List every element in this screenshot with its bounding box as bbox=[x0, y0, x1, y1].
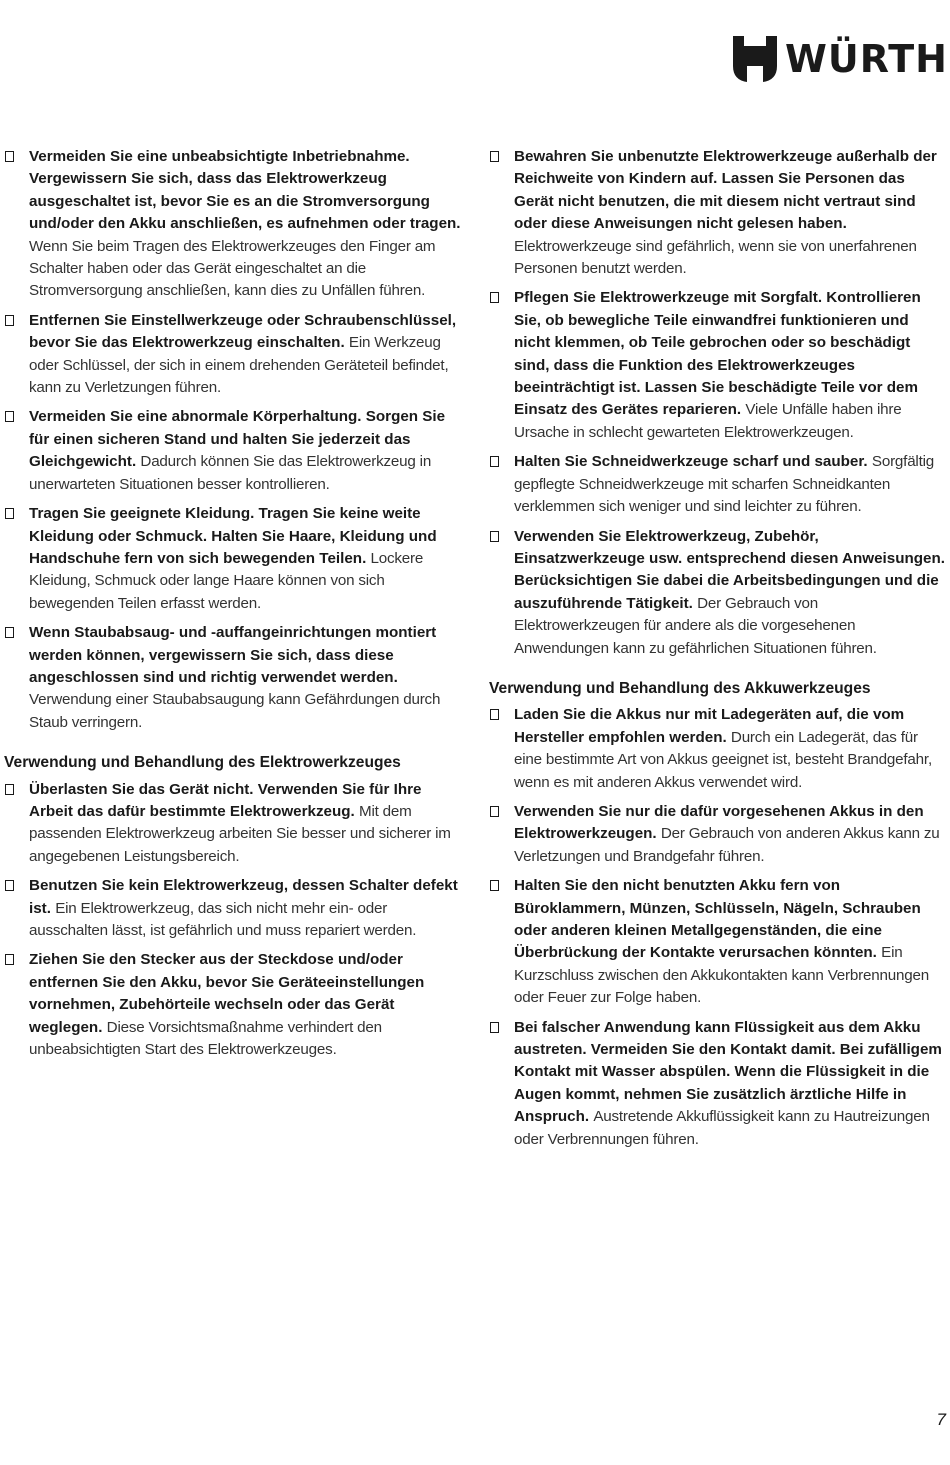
item-normal-text: Der Gebrauch von Elektrowerkzeugen für andere als die vorgesehenen Anwendungen kann zu gefährlichen Situationen führen. bbox=[514, 594, 877, 657]
checklist-item bbox=[4, 146, 462, 303]
item-text bbox=[514, 875, 945, 1009]
item-text bbox=[29, 779, 462, 869]
item-text bbox=[514, 451, 945, 518]
right-column bbox=[489, 146, 945, 1158]
checkbox-icon bbox=[5, 784, 14, 795]
item-bold-text: Verwenden Sie nur die dafür vorgesehenen Akkus in den Elektrowerkzeugen. bbox=[514, 802, 924, 843]
wurth-logo-mark-icon bbox=[733, 36, 777, 82]
item-text bbox=[514, 526, 945, 660]
item-text bbox=[29, 949, 462, 1061]
section-title-power-tool: Verwendung und Behandlung des Elektrowerkzeuges bbox=[4, 754, 401, 772]
item-bold-text: Vermeiden Sie eine abnormale Körperhaltung. Sorgen Sie für einen sicheren Stand und halten Sie jederzeit das Gleichgewicht. bbox=[29, 408, 446, 471]
item-normal-text: Ein Kurzschluss zwischen den Akkukontakten kann Verbrennungen oder Feuer zur Folge haben. bbox=[514, 944, 929, 1007]
item-normal-text: Diese Vorsichtsmaßnahme verhindert den unbeabsichtigten Start des Elektrowerkzeuges. bbox=[29, 1018, 382, 1059]
checklist-item bbox=[4, 949, 462, 1061]
checkbox-icon bbox=[490, 531, 499, 542]
right-items-top bbox=[489, 146, 945, 660]
item-text bbox=[29, 406, 462, 496]
checkbox-icon bbox=[490, 880, 499, 891]
item-bold-text: Benutzen Sie kein Elektrowerkzeug, dessen Schalter defekt ist. bbox=[29, 877, 458, 917]
checklist-item bbox=[489, 875, 945, 1009]
checkbox-icon bbox=[5, 508, 14, 519]
item-normal-text: Dadurch können Sie das Elektrowerkzeug in unerwarteten Situationen besser kontrollieren. bbox=[29, 453, 432, 493]
item-text bbox=[514, 704, 945, 794]
checklist-item bbox=[489, 1017, 945, 1151]
right-items-bottom bbox=[489, 704, 945, 1151]
checkbox-icon bbox=[490, 1022, 499, 1033]
checklist-item bbox=[4, 310, 462, 400]
item-bold-text: Ziehen Sie den Stecker aus der Steckdose und/oder entfernen Sie den Akku, bevor Sie Geräteeinstellungen vornehmen, Zubehörteile wechseln oder das Gerät weglegen. bbox=[29, 951, 425, 1036]
checkbox-icon bbox=[5, 411, 14, 422]
item-bold-text: Tragen Sie geeignete Kleidung. Tragen Sie keine weite Kleidung oder Schmuck. Halten Sie Haare, Kleidung und Handschuhe fern von sich bewegenden Teilen. bbox=[29, 505, 437, 567]
checklist-item bbox=[4, 503, 462, 615]
item-normal-text: Ein Elektrowerkzeug, das sich nicht mehr ein- oder ausschalten lässt, ist gefährlich und muss repariert werden. bbox=[29, 899, 417, 939]
left-items-bottom bbox=[4, 779, 462, 1062]
item-bold-text: Pflegen Sie Elektrowerkzeuge mit Sorgfalt. Kontrollieren Sie, ob bewegliche Teile einwandfrei funktionieren und nicht klemmen, ob Teile gebrochen oder so beschädigt sind, dass die Funktion des Elektrowerkzeuges beeinträchtigt ist. Lassen Sie beschädigte Teile vor dem Einsatz des Gerätes reparieren. bbox=[514, 289, 921, 419]
page-number: 7 bbox=[936, 1410, 946, 1429]
item-bold-text: Laden Sie die Akkus nur mit Ladegeräten auf, die vom Hersteller empfohlen werden. bbox=[514, 706, 905, 746]
item-normal-text: Elektrowerkzeuge sind gefährlich, wenn sie von unerfahrenen Personen benutzt werden. bbox=[514, 237, 917, 278]
checkbox-icon bbox=[5, 627, 14, 638]
item-text bbox=[29, 503, 462, 615]
item-text bbox=[514, 801, 945, 868]
item-bold-text: Bewahren Sie unbenutzte Elektrowerkzeuge außerhalb der Reichweite von Kindern auf. Lassen Sie Personen das Gerät nicht benutzen, die mit diesem nicht vertraut sind oder diese Anweisungen nicht gelesen haben. bbox=[514, 148, 937, 233]
wurth-logo bbox=[733, 36, 948, 82]
item-text bbox=[514, 287, 945, 444]
item-normal-text: Sorgfältig gepflegte Schneidwerkzeuge mit scharfen Schneidkanten verklemmen sich weniger und sind leichter zu führen. bbox=[514, 453, 935, 516]
checkbox-icon bbox=[5, 880, 14, 891]
item-text bbox=[29, 310, 462, 400]
item-bold-text: Halten Sie den nicht benutzten Akku fern von Büroklammern, Münzen, Schlüsseln, Nägeln, Schrauben oder anderen kleinen Metallgegenständen, die eine Überbrückung der Kontakte verursachen könnten. bbox=[514, 877, 921, 962]
wurth-logo-text: WÜRTH bbox=[784, 37, 948, 81]
item-normal-text: Mit dem passenden Elektrowerkzeug arbeiten Sie besser und sicherer im angegebenen Leistungsbereich. bbox=[29, 802, 451, 865]
item-text bbox=[514, 146, 945, 280]
checklist-item bbox=[489, 526, 945, 660]
item-bold-text: Vermeiden Sie eine unbeabsichtigte Inbetriebnahme. Vergewissern Sie sich, dass das Elektrowerkzeug ausgeschaltet ist, bevor Sie es an die Stromversorgung und/oder den Akku anschließen, es aufnehmen oder tragen. bbox=[29, 148, 461, 233]
item-text bbox=[29, 146, 462, 303]
item-bold-text: Wenn Staubabsaug- und -auffangeinrichtungen montiert werden können, vergewissern Sie sich, dass diese angeschlossen sind und richtig verwendet werden. bbox=[29, 624, 437, 686]
checklist-item bbox=[489, 801, 945, 868]
item-bold-text: Verwenden Sie Elektrowerkzeug, Zubehör, Einsatzwerkzeuge usw. entsprechend diesen Anweisungen. Berücksichtigen Sie dabei die Arbeitsbedingungen und die auszuführende Tätigkeit. bbox=[514, 527, 945, 612]
left-items-top bbox=[4, 146, 462, 734]
item-normal-text: Lockere Kleidung, Schmuck oder lange Haare können von sich bewegenden Teilen erfasst werden. bbox=[29, 549, 424, 612]
checklist-item bbox=[489, 704, 945, 794]
checklist-item bbox=[4, 406, 462, 496]
checkbox-icon bbox=[490, 151, 499, 162]
item-normal-text: Verwendung einer Staubabsaugung kann Gefährdungen durch Staub verringern. bbox=[29, 691, 441, 731]
section-title-battery-tool: Verwendung und Behandlung des Akkuwerkzeuges bbox=[489, 679, 871, 697]
checkbox-icon bbox=[490, 709, 499, 720]
item-normal-text: Austretende Akkuflüssigkeit kann zu Hautreizungen oder Verbrennungen führen. bbox=[514, 1108, 930, 1148]
checkbox-icon bbox=[5, 151, 14, 162]
item-normal-text: Durch ein Ladegerät, das für eine bestimmte Art von Akkus geeignet ist, besteht Brandgefahr, wenn es mit anderen Akkus verwendet wird. bbox=[514, 728, 932, 791]
left-column bbox=[4, 146, 462, 1068]
item-bold-text: Halten Sie Schneidwerkzeuge scharf und sauber. bbox=[514, 453, 868, 471]
checklist-item bbox=[4, 875, 462, 942]
item-normal-text: Ein Werkzeug oder Schlüssel, der sich in einem drehenden Geräteteil befindet, kann zu Verletzungen führen. bbox=[29, 334, 449, 397]
item-bold-text: Bei falscher Anwendung kann Flüssigkeit aus dem Akku austreten. Vermeiden Sie den Kontakt damit. Bei zufälligem Kontakt mit Wasser abspülen. Wenn die Flüssigkeit in die Augen kommt, nehmen Sie zusätzlich ärztliche Hilfe in Anspruch. bbox=[514, 1018, 942, 1126]
checkbox-icon bbox=[5, 315, 14, 326]
checklist-item bbox=[489, 146, 945, 280]
checkbox-icon bbox=[490, 456, 499, 467]
item-text bbox=[29, 622, 462, 734]
checklist-item bbox=[489, 287, 945, 444]
checklist-item bbox=[4, 779, 462, 869]
item-text bbox=[29, 875, 462, 942]
item-normal-text: Der Gebrauch von anderen Akkus kann zu Verletzungen und Brandgefahr führen. bbox=[514, 825, 940, 865]
checklist-item bbox=[489, 451, 945, 518]
item-normal-text: Viele Unfälle haben ihre Ursache in schlecht gewarteten Elektrowerkzeugen. bbox=[514, 401, 902, 441]
item-text bbox=[514, 1017, 945, 1151]
checkbox-icon bbox=[5, 954, 14, 965]
item-normal-text: Wenn Sie beim Tragen des Elektrowerkzeuges den Finger am Schalter haben oder das Gerät eingeschaltet an die Stromversorgung anschließen, kann dies zu Unfällen führen. bbox=[29, 237, 436, 300]
item-bold-text: Entfernen Sie Einstellwerkzeuge oder Schraubenschlüssel, bevor Sie das Elektrowerkzeug einschalten. bbox=[29, 311, 457, 352]
item-bold-text: Überlasten Sie das Gerät nicht. Verwenden Sie für Ihre Arbeit das dafür bestimmte Elektrowerkzeug. bbox=[29, 780, 422, 820]
checklist-item bbox=[4, 622, 462, 734]
checkbox-icon bbox=[490, 806, 499, 817]
checkbox-icon bbox=[490, 292, 499, 303]
